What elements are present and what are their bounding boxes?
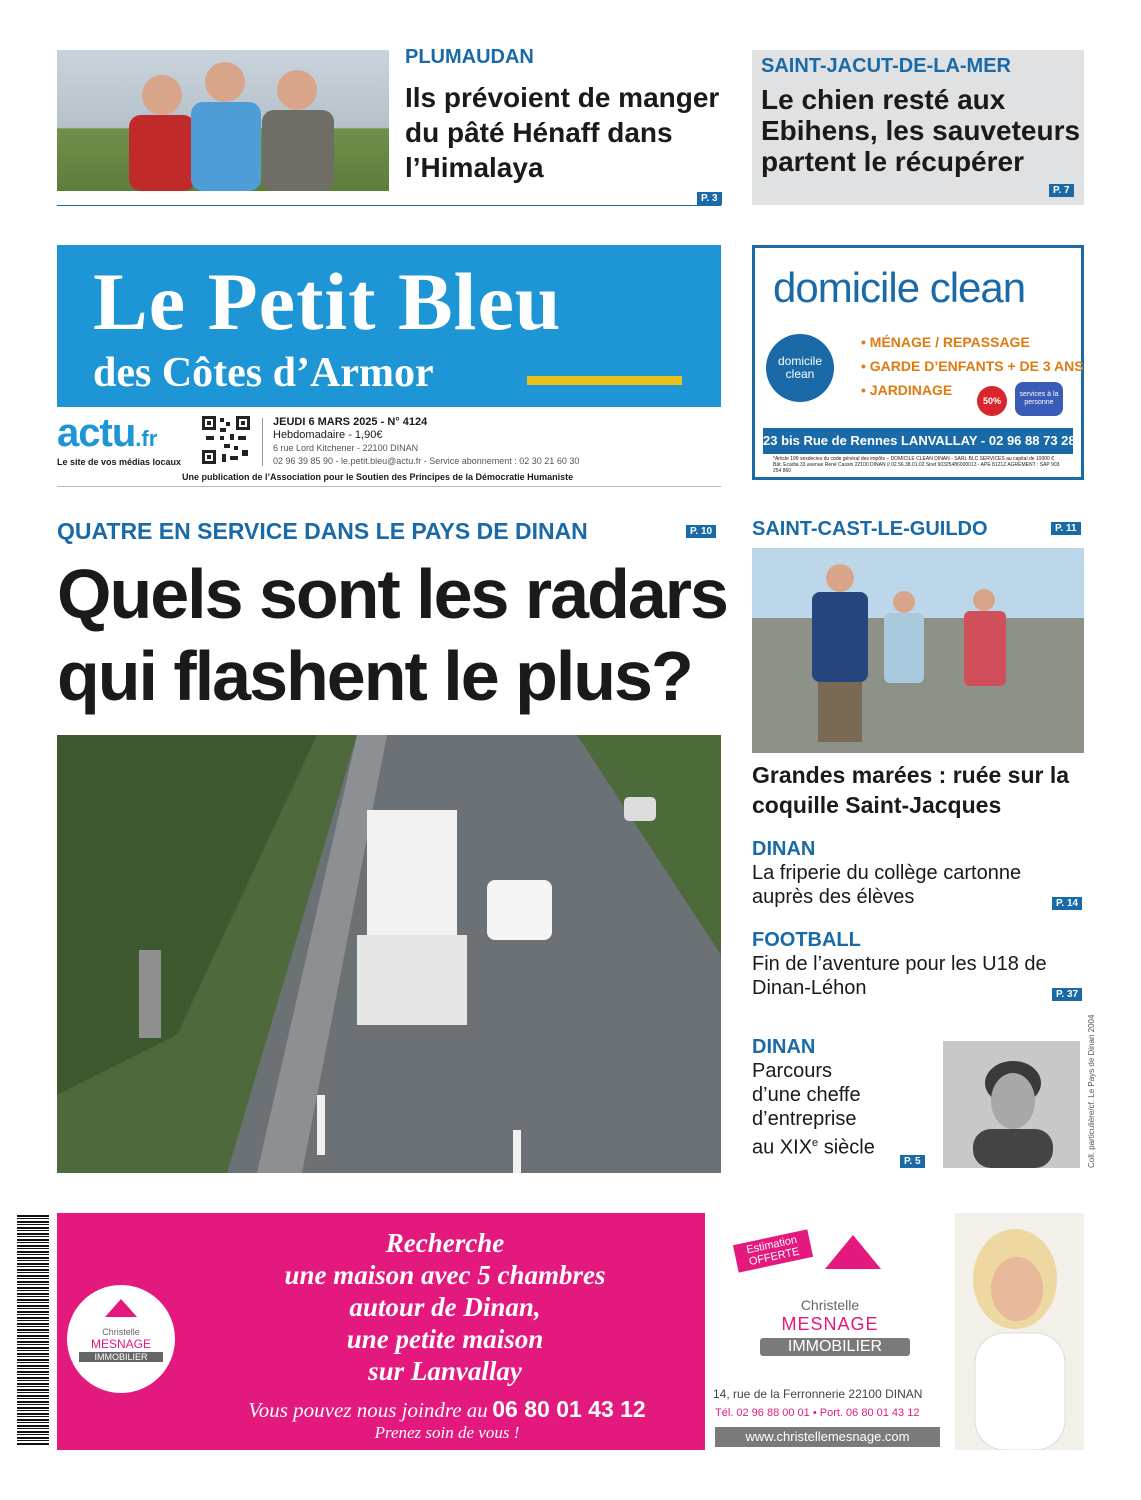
actu-tagline: Le site de vos médias locaux — [57, 457, 182, 467]
domicile-logo — [766, 334, 834, 402]
brief-line-pre: au XIX — [752, 1136, 813, 1159]
agency-address: 14, rue de la Ferronnerie 22100 DINAN — [713, 1387, 923, 1401]
agency-phones[interactable]: Tél. 02 96 88 00 01 • Port. 06 80 01 43 12 — [715, 1407, 920, 1419]
estimation-badge: Estimation OFFERTE — [733, 1229, 813, 1272]
mesnage-closing: Prenez soin de vous ! — [374, 1423, 520, 1442]
barcode — [17, 1215, 49, 1445]
main-headline[interactable] — [57, 553, 727, 717]
issue-frequency: Hebdomadaire - 1,90€ — [273, 429, 383, 441]
issue-info — [273, 416, 579, 468]
domicile-address-bar: 23 bis Rue de Rennes LANVALLAY - 02 96 88 73 28 — [763, 428, 1073, 454]
service-item: • GARDE D’ENFANTS + DE 3 ANS — [861, 358, 1084, 374]
agency-website[interactable]: www.christellemesnage.com — [715, 1427, 940, 1447]
pitch-line: Recherche — [385, 1228, 505, 1258]
pitch-line: sur Lanvallay — [368, 1356, 522, 1386]
brief-kicker: DINAN — [752, 838, 816, 860]
pitch-line: autour de Dinan, — [349, 1292, 541, 1322]
side-headline[interactable]: Grandes marées : ruée sur la coquille Saint-Jacques — [752, 762, 1070, 818]
issue-address: 6 rue Lord Kitchener - 22100 DINAN — [273, 443, 419, 453]
contact-phone[interactable]: 06 80 01 43 12 — [492, 1396, 646, 1422]
main-kicker: QUATRE EN SERVICE DANS LE PAYS DE DINAN — [57, 518, 588, 544]
domicile-clean-ad[interactable] — [752, 245, 1084, 480]
issue-date: JEUDI 6 MARS 2025 - N° 4124 — [273, 416, 428, 428]
brief-text: La friperie du collège cartonne auprès des élèves — [752, 862, 1022, 908]
domicile-brand: domicile clean — [773, 264, 1026, 311]
actu-suffix: .fr — [135, 426, 158, 451]
domicile-logo-text: domicile clean — [777, 354, 822, 381]
top-left-rule — [57, 205, 721, 206]
plumaudan-photo — [57, 50, 389, 191]
side-kicker: SAINT-CAST-LE-GUILDO — [752, 518, 988, 540]
masthead-title: Le Petit Bleu — [93, 256, 562, 347]
tax-credit-badge: 50% — [977, 386, 1007, 416]
brief-1-page-ref[interactable]: P. 14 — [1052, 897, 1082, 910]
main-headline-line: qui flashent le plus? — [57, 637, 692, 715]
publisher-line: Une publication de l’Association pour le Soutien des Principes de la Démocratie Humaniste — [182, 472, 574, 482]
top-right-kicker: SAINT-JACUT-DE-LA-MER — [761, 55, 1011, 77]
masthead-rule — [57, 486, 721, 487]
top-right-headline[interactable]: Le chien resté aux Ebihens, les sauveteurs partent le récupérer — [761, 84, 1081, 177]
service-item: • MÉNAGE / REPASSAGE — [861, 334, 1030, 350]
pitch-line: une maison avec 5 chambres — [284, 1260, 606, 1290]
qr-code[interactable] — [202, 416, 250, 464]
masthead-banner — [57, 245, 721, 407]
top-left-kicker: PLUMAUDAN — [405, 46, 534, 68]
brief-line-sup: e — [812, 1137, 819, 1149]
brief-line: Parcours — [752, 1060, 833, 1082]
scallop-photo — [752, 548, 1084, 753]
mesnage-logo-left — [67, 1285, 175, 1393]
logo-last: MESNAGE — [90, 1337, 151, 1351]
main-headline-line: Quels sont les radars — [57, 555, 727, 633]
brief-3[interactable] — [752, 1036, 932, 1160]
brief-kicker: DINAN — [752, 1036, 816, 1058]
house-icon — [105, 1299, 137, 1317]
sap-badge: services à la personne — [1015, 382, 1063, 416]
brief-3-page-ref[interactable]: P. 5 — [900, 1155, 925, 1168]
brief-line: d’entreprise — [752, 1108, 857, 1130]
brief-line-post: siècle — [818, 1136, 875, 1159]
brief-1[interactable] — [752, 838, 1084, 909]
brief-text — [752, 1059, 932, 1160]
agent-portrait — [955, 1213, 1084, 1450]
masthead-subtitle: des Côtes d’Armor — [93, 350, 434, 396]
brief-2[interactable] — [752, 929, 1084, 1000]
logo-sub: IMMOBILIER — [79, 1352, 163, 1362]
masthead-gold-bar — [527, 376, 682, 385]
mesnage-ad[interactable] — [57, 1213, 1084, 1450]
domicile-legal: *Article 199 sexdecies du code général des impôts – DOMICILE CLEAN DINAN - SARL BLC SERVICES au capital de 10000 € Bât. Ecadia 33 avenue René Cassin 22100 DINAN // 02.56.38.01.02 Siret 90325486000013 - APE 8121Z AGRÉMENT : SAP 903 254 860 — [773, 456, 1060, 474]
logo-first: Christelle — [102, 1327, 140, 1337]
brief-2-page-ref[interactable]: P. 37 — [1052, 988, 1082, 1001]
actu-wordmark: actu — [57, 411, 136, 455]
agency-sub: IMMOBILIER — [760, 1338, 910, 1356]
portrait-photo — [943, 1041, 1080, 1168]
brief-text: Fin de l’aventure pour les U18 de Dinan-Léhon — [752, 953, 1047, 999]
contact-pre: Vous pouvez nous joindre au — [248, 1398, 488, 1422]
brief-kicker: FOOTBALL — [752, 929, 861, 951]
portrait-credit: Coll. particulière/cf. Le Pays de Dinan 2004 — [1087, 1014, 1096, 1168]
house-icon — [825, 1235, 881, 1269]
mesnage-contact — [187, 1396, 707, 1423]
actu-logo[interactable] — [57, 411, 157, 456]
pitch-line: une petite maison — [346, 1324, 544, 1354]
issue-contact: 02 96 39 85 90 - le.petit.bleu@actu.fr - Service abonnement : 02 30 21 60 30 — [273, 456, 580, 466]
top-left-page-ref[interactable]: P. 3 — [697, 192, 722, 205]
masthead-divider — [262, 418, 263, 466]
top-left-headline[interactable]: Ils prévoient de manger du pâté Hénaff dans l’Himalaya — [405, 82, 720, 183]
top-right-page-ref[interactable]: P. 7 — [1049, 184, 1074, 197]
mesnage-pitch — [185, 1227, 705, 1387]
mesnage-agency-panel — [705, 1213, 955, 1450]
agency-first: Christelle — [800, 1297, 860, 1313]
radar-highway-photo — [57, 735, 721, 1173]
brief-line: d’une cheffe — [752, 1084, 861, 1106]
service-item: • JARDINAGE — [861, 382, 953, 398]
agency-last: MESNAGE — [781, 1314, 879, 1334]
main-page-ref[interactable]: P. 10 — [686, 525, 716, 538]
side-page-ref[interactable]: P. 11 — [1051, 522, 1081, 535]
